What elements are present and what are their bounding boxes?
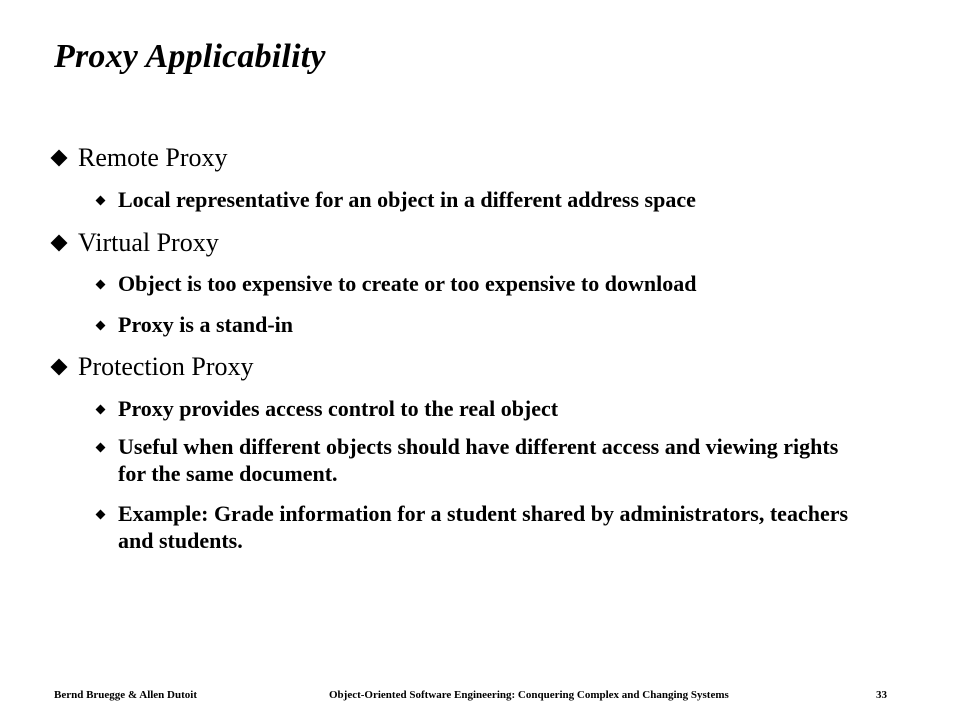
bullet-remote-proxy xyxy=(50,143,228,173)
small-diamond-bullet-icon xyxy=(97,434,104,461)
sub-bullet xyxy=(97,500,857,554)
small-diamond-bullet-icon xyxy=(97,312,104,339)
sub-bullet-text: Object is too expensive to create or too expensive to download xyxy=(118,271,697,296)
sub-bullet-text: Proxy is a stand-in xyxy=(118,312,294,337)
diamond-bullet-icon xyxy=(50,143,78,173)
sub-bullet xyxy=(97,270,857,297)
small-diamond-bullet-icon xyxy=(97,271,104,298)
bullet-heading: Virtual Proxy xyxy=(78,228,219,257)
small-diamond-bullet-icon xyxy=(97,501,104,528)
sub-bullet xyxy=(97,311,857,338)
sub-bullet-text: Example: Grade information for a student shared by administrators, teachers and students. xyxy=(118,501,849,553)
small-diamond-bullet-icon xyxy=(97,396,104,423)
sub-bullet-text: Useful when different objects should have different access and viewing rights for the same document. xyxy=(118,434,839,486)
bullet-heading: Remote Proxy xyxy=(78,143,228,172)
small-diamond-bullet-icon xyxy=(97,187,104,214)
sub-bullet xyxy=(97,186,857,213)
diamond-bullet-icon xyxy=(50,352,78,382)
bullet-protection-proxy xyxy=(50,352,254,382)
sub-bullet xyxy=(97,433,857,487)
sub-bullet-text: Proxy provides access control to the real object xyxy=(118,396,559,421)
footer-book-title: Object-Oriented Software Engineering: Conquering Complex and Changing Systems xyxy=(329,689,729,701)
bullet-heading: Protection Proxy xyxy=(78,352,254,381)
bullet-virtual-proxy xyxy=(50,228,219,258)
sub-bullet-text: Local representative for an object in a different address space xyxy=(118,187,696,212)
footer-page-number: 33 xyxy=(876,689,887,701)
footer-authors: Bernd Bruegge & Allen Dutoit xyxy=(54,689,197,701)
slide-title: Proxy Applicability xyxy=(54,38,326,75)
diamond-bullet-icon xyxy=(50,228,78,258)
sub-bullet xyxy=(97,395,857,422)
